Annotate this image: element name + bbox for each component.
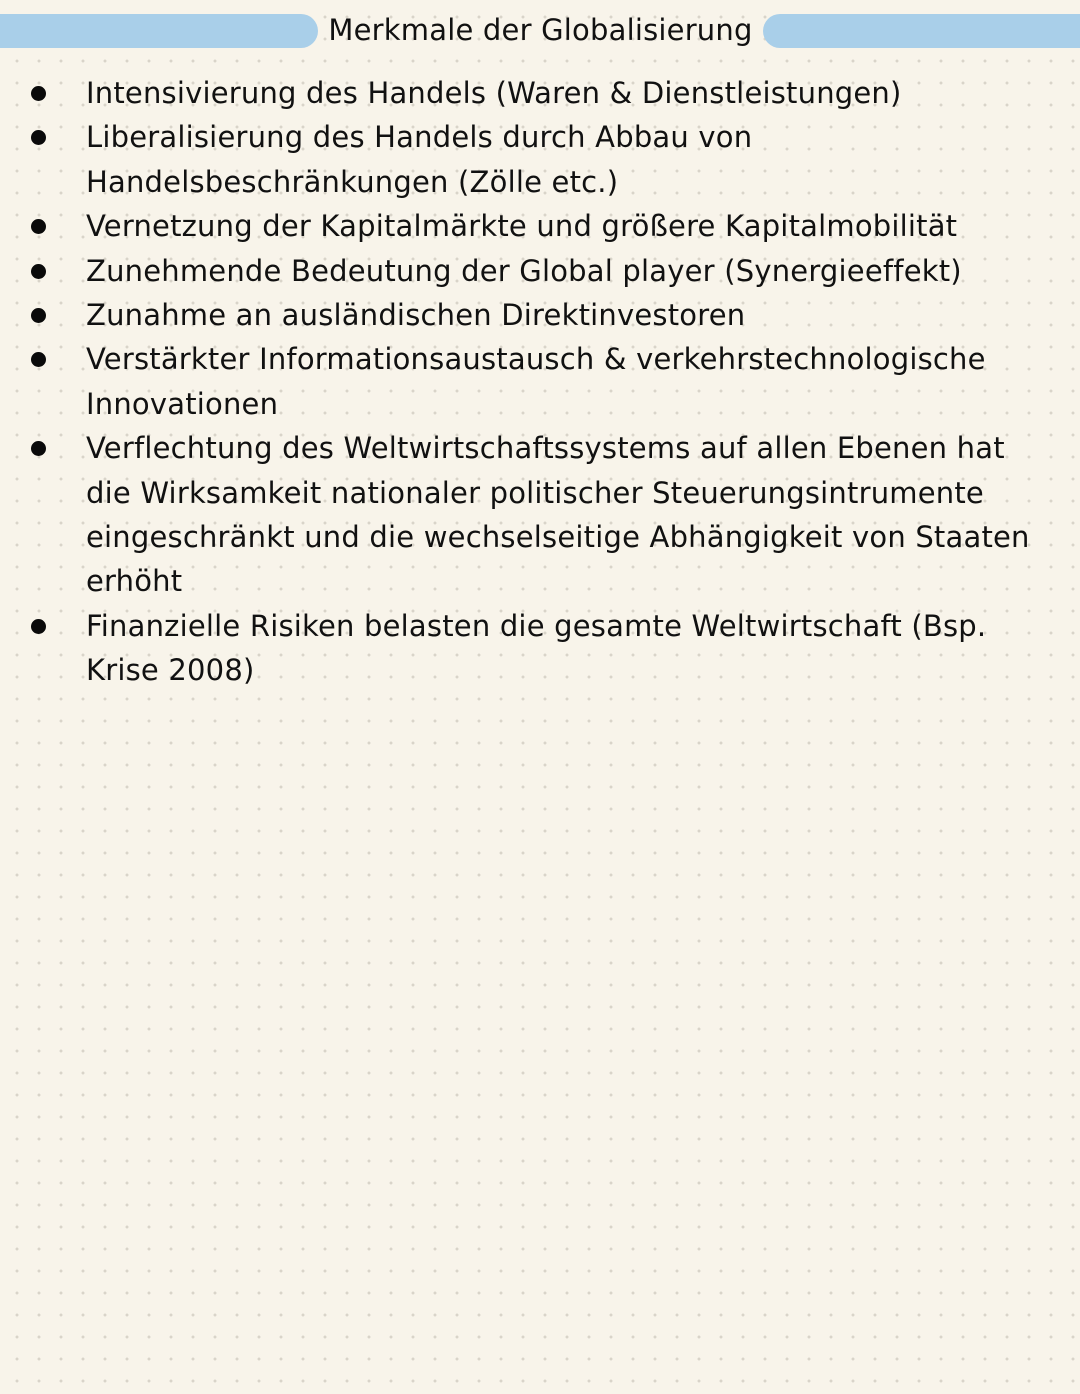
item-line: Verstärkter Informationsaustausch & verkehrstechnologische — [86, 342, 986, 377]
list-item — [0, 337, 986, 426]
list-item — [0, 115, 986, 204]
list-item — [0, 71, 986, 115]
list-item — [0, 204, 986, 248]
list-item — [0, 426, 1030, 604]
title-band-left — [0, 14, 318, 48]
item-line: Liberalisierung des Handels durch Abbau von — [86, 120, 753, 155]
bullet-dot-icon — [31, 308, 46, 323]
title-bar — [0, 12, 1080, 50]
list-item — [0, 604, 986, 693]
item-line: Intensivierung des Handels (Waren & Dienstleistungen) — [86, 76, 902, 110]
bullet-dot-icon — [31, 86, 46, 101]
item-line: Vernetzung der Kapitalmärkte und größere Kapitalmobilität — [86, 209, 958, 244]
item-line: Verflechtung des Weltwirtschaftssystems auf allen Ebenen hat — [86, 431, 1005, 466]
item-line: Zunahme an ausländischen Direktinvestoren — [86, 298, 746, 333]
bullet-dot-icon — [31, 264, 46, 279]
item-line: Handelsbeschränkungen (Zölle etc.) — [86, 164, 619, 199]
item-line: Zunehmende Bedeutung der Global player (Synergieeffekt) — [86, 253, 962, 288]
list-item — [0, 249, 986, 293]
bullet-dot-icon — [31, 130, 46, 145]
bullet-dot-icon — [31, 441, 46, 456]
item-line: erhöht — [86, 564, 183, 599]
bullet-dot-icon — [31, 619, 46, 634]
item-line: Finanzielle Risiken belasten die gesamte Weltwirtschaft (Bsp. — [86, 608, 987, 643]
bullet-dot-icon — [31, 219, 46, 234]
bullet-list — [0, 71, 1080, 693]
title-band-right — [763, 14, 1080, 48]
list-item — [0, 293, 986, 337]
page-title: Merkmale der Globalisierung — [328, 13, 753, 47]
item-line: eingeschränkt und die wechselseitige Abhängigkeit von Staaten — [86, 520, 1030, 555]
item-line: Krise 2008) — [86, 653, 255, 688]
bullet-dot-icon — [31, 352, 46, 367]
item-line: Innovationen — [86, 386, 279, 421]
item-line: die Wirksamkeit nationaler politischer Steuerungsintrumente — [86, 475, 984, 510]
